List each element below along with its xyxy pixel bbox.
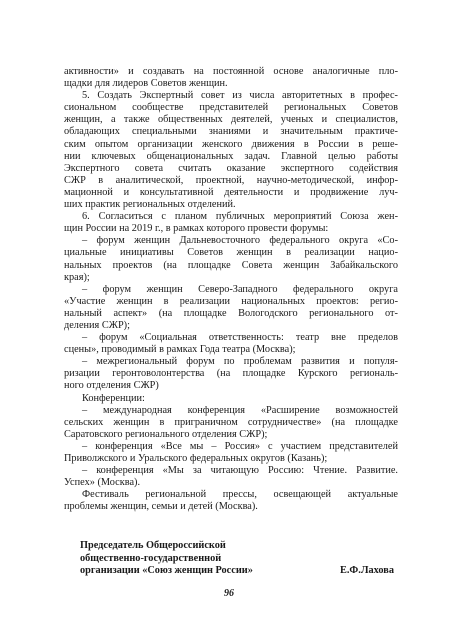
text-line: – межрегиональный форум по проблемам развития и популя- bbox=[82, 356, 398, 368]
text-line: ного отделения СЖР) bbox=[64, 380, 159, 392]
page-number: 96 bbox=[224, 588, 234, 599]
signatory-name: Е.Ф.Лахова bbox=[339, 565, 394, 577]
text-line: «Участие женщин в реализации национальных проектов: регио- bbox=[64, 295, 398, 307]
text-line: нальных проектов (на площадке Совета женщин Забайкальского bbox=[64, 259, 398, 271]
text-line: 6. Согласиться с планом публичных мероприятий Союза жен- bbox=[82, 211, 398, 223]
text-line: сиональном сообществе представителей региональных Советов bbox=[64, 102, 398, 114]
text-line: проблемы женщин, семьи и детей (Москва). bbox=[64, 501, 258, 513]
text-line: ским опытом организации женского движения в России в реше- bbox=[64, 138, 398, 150]
text-line: нии ключевых общенациональных задач. Главной целью работы bbox=[64, 150, 398, 162]
text-line: Саратовского регионального отделения СЖР); bbox=[64, 428, 268, 440]
text-line: 5. Создать Экспертный совет из числа авторитетных в профес- bbox=[82, 90, 398, 102]
text-line: щадки для лидеров Советов женщин. bbox=[64, 78, 228, 90]
text-line: щин России на 2019 г., в рамках которого провести форумы: bbox=[64, 223, 329, 235]
signature-title-line: организации «Союз женщин России» bbox=[80, 565, 253, 577]
text-line: – конференция «Мы за читающую Россию: Чтение. Развитие. bbox=[82, 465, 398, 477]
text-line: Фестиваль региональной прессы, освещающей актуальные bbox=[82, 489, 398, 501]
text-line: Экспертного совета считать оказание экспертного содействия bbox=[64, 162, 398, 174]
text-line: сцены», проводимый в рамках Года театра (Москва); bbox=[64, 344, 296, 356]
signature-title-line: Председатель Общероссийской bbox=[80, 540, 226, 551]
text-line: сельских женщин в приграничном сотрудничестве» (на площадке bbox=[64, 416, 398, 428]
text-line: деления СЖР); bbox=[64, 319, 130, 331]
text-line: Конференции: bbox=[82, 392, 145, 404]
text-line: – международная конференция «Расширение возможностей bbox=[82, 404, 398, 416]
text-line: ших практик региональных отделений. bbox=[64, 199, 236, 211]
text-line: СЖР в аналитической, проектной, научно-методической, инфор- bbox=[64, 174, 398, 186]
text-line: – конференция «Все мы – Россия» с участием представителей bbox=[82, 440, 398, 452]
text-line: обладающих специальными знаниями и значительным практиче- bbox=[64, 126, 398, 138]
text-line: – форум женщин Дальневосточного федерального округа «Со- bbox=[82, 235, 398, 247]
signature-block bbox=[80, 540, 398, 578]
text-line: – форум «Социальная ответственность: театр вне пределов bbox=[82, 332, 398, 344]
text-line: – форум женщин Северо-Западного федерального округа bbox=[82, 283, 398, 295]
text-line: края); bbox=[64, 271, 90, 283]
text-line: циальные инициативы Советов женщин в реализации нацио- bbox=[64, 247, 398, 259]
text-line: ризации геронтоволонтерства (на площадке Курского региональ- bbox=[64, 368, 398, 380]
text-line: Приволжского и Уральского федеральных округов (Казань); bbox=[64, 453, 328, 464]
text-line: женщин, а также общественных деятелей, ученых и специалистов, bbox=[64, 114, 398, 126]
text-line: мационной и консультативной деятельности и продвижение луч- bbox=[64, 186, 398, 198]
text-line: нальный аспект» (на площадке Вологодского регионального от- bbox=[64, 307, 398, 319]
signature-title-line: общественно-государственной bbox=[80, 552, 222, 564]
body-text bbox=[64, 66, 398, 513]
text-line: Успех» (Москва). bbox=[64, 477, 141, 489]
text-line: активности» и создавать на постоянной основе аналогичные пло- bbox=[64, 66, 398, 77]
